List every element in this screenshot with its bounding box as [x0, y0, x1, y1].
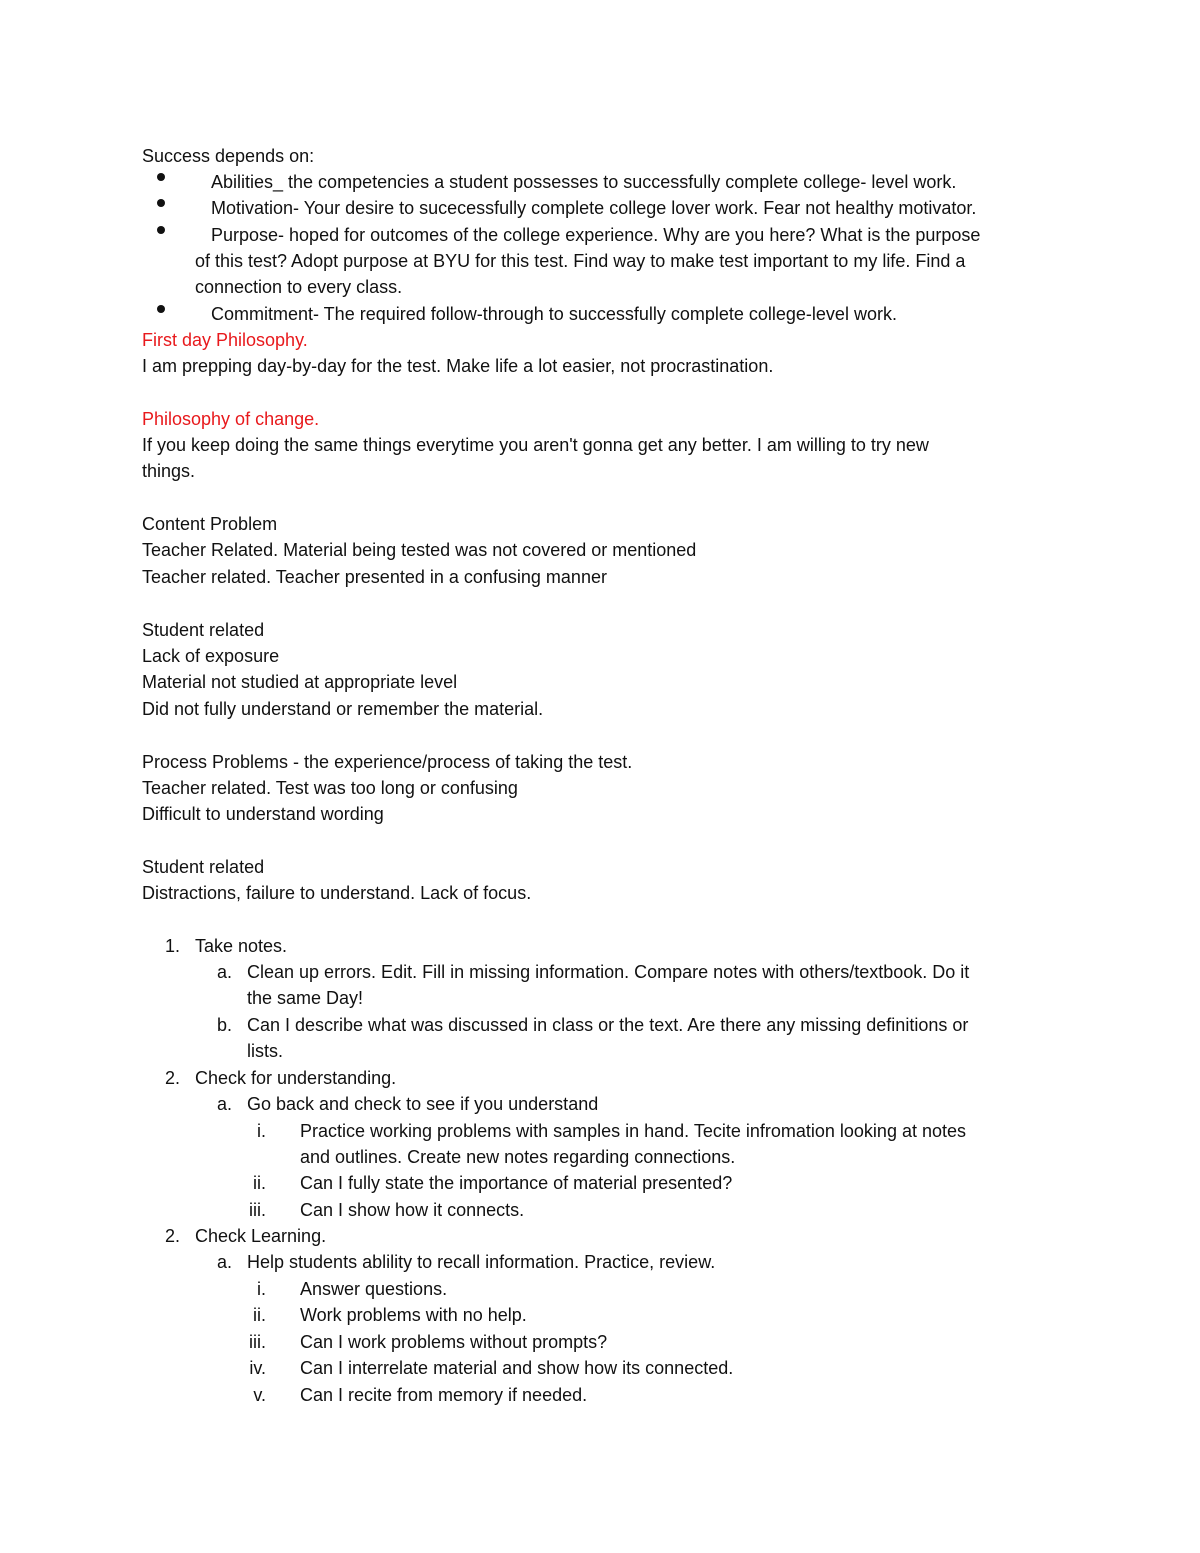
list-item-take-notes: Take notes. [195, 936, 288, 956]
list-item-check-learning: Check Learning. [195, 1226, 327, 1246]
content-problem-heading: Content Problem [142, 514, 278, 534]
list-marker: a. [216, 1094, 232, 1114]
list-subsubitem: Work problems with no help. [300, 1305, 527, 1325]
change-text: If you keep doing the same things everytime you aren't gonna get any better. I am willing to try new [142, 435, 929, 455]
intro-text: Success depends on: [142, 146, 315, 166]
list-subitem: Clean up errors. Edit. Fill in missing information. Compare notes with others/textbook. Do it [247, 962, 970, 982]
list-subitem: Go back and check to see if you understand [247, 1094, 599, 1114]
list-marker: i. [257, 1121, 266, 1141]
student-related-heading: Student related [142, 857, 265, 877]
list-marker: ii. [253, 1173, 266, 1193]
bullet-motivation: Motivation- Your desire to sucecessfully complete college lover work. Fear not healthy motivator. [211, 198, 977, 218]
bullet-icon [157, 199, 165, 207]
list-marker: b. [216, 1015, 232, 1035]
list-subsubitem: Can I show how it connects. [300, 1200, 525, 1220]
list-subitem-cont: the same Day! [247, 988, 364, 1008]
list-subitem: Can I describe what was discussed in class or the text. Are there any missing definitions or [247, 1015, 969, 1035]
list-subsubitem: Can I interrelate material and show how its connected. [300, 1358, 734, 1378]
list-subsubitem: Answer questions. [300, 1279, 448, 1299]
list-subsubitem: Can I work problems without prompts? [300, 1332, 608, 1352]
student-related-heading: Student related [142, 620, 265, 640]
bullet-abilities: Abilities_ the competencies a student possesses to successfully complete college- level work. [211, 172, 957, 192]
student-related-line: Lack of exposure [142, 646, 280, 666]
list-marker: ii. [253, 1305, 266, 1325]
content-problem-line: Teacher related. Teacher presented in a confusing manner [142, 567, 607, 587]
bullet-icon [157, 226, 165, 234]
list-subsubitem-cont: and outlines. Create new notes regarding connections. [300, 1147, 736, 1167]
bullet-icon [157, 173, 165, 181]
list-subsubitem: Can I recite from memory if needed. [300, 1385, 588, 1405]
list-subsubitem: Practice working problems with samples in hand. Tecite infromation looking at notes [300, 1121, 966, 1141]
bullet-purpose-cont: connection to every class. [195, 277, 403, 297]
list-item-check-understanding: Check for understanding. [195, 1068, 397, 1088]
list-marker: 2. [164, 1068, 180, 1088]
content-problem-line: Teacher Related. Material being tested was not covered or mentioned [142, 540, 697, 560]
list-marker: i. [257, 1279, 266, 1299]
list-subitem: Help students ablility to recall information. Practice, review. [247, 1252, 716, 1272]
list-marker: 1. [164, 936, 180, 956]
list-marker: v. [253, 1385, 266, 1405]
bullet-icon [157, 305, 165, 313]
list-marker: iv. [249, 1358, 266, 1378]
bullet-commitment: Commitment- The required follow-through to successfully complete college-level work. [211, 304, 897, 324]
change-heading: Philosophy of change. [142, 409, 320, 429]
list-marker: a. [216, 962, 232, 982]
student-related-line: Did not fully understand or remember the material. [142, 699, 544, 719]
process-problems-line: Difficult to understand wording [142, 804, 384, 824]
list-marker: iii. [249, 1200, 266, 1220]
list-marker: iii. [249, 1332, 266, 1352]
process-problems-heading: Process Problems - the experience/process of taking the test. [142, 752, 633, 772]
bullet-purpose-cont: of this test? Adopt purpose at BYU for this test. Find way to make test important to my life. Find a [195, 251, 966, 271]
list-marker: a. [216, 1252, 232, 1272]
first-day-text: I am prepping day-by-day for the test. Make life a lot easier, not procrastination. [142, 356, 774, 376]
student-related-line: Material not studied at appropriate level [142, 672, 458, 692]
change-text: things. [142, 461, 196, 481]
bullet-purpose: Purpose- hoped for outcomes of the college experience. Why are you here? What is the purpose [211, 225, 981, 245]
first-day-heading: First day Philosophy. [142, 330, 308, 350]
process-problems-line: Teacher related. Test was too long or confusing [142, 778, 518, 798]
list-marker: 2. [164, 1226, 180, 1246]
student-related-line: Distractions, failure to understand. Lack of focus. [142, 883, 532, 903]
list-subitem-cont: lists. [247, 1041, 283, 1061]
list-subsubitem: Can I fully state the importance of material presented? [300, 1173, 733, 1193]
